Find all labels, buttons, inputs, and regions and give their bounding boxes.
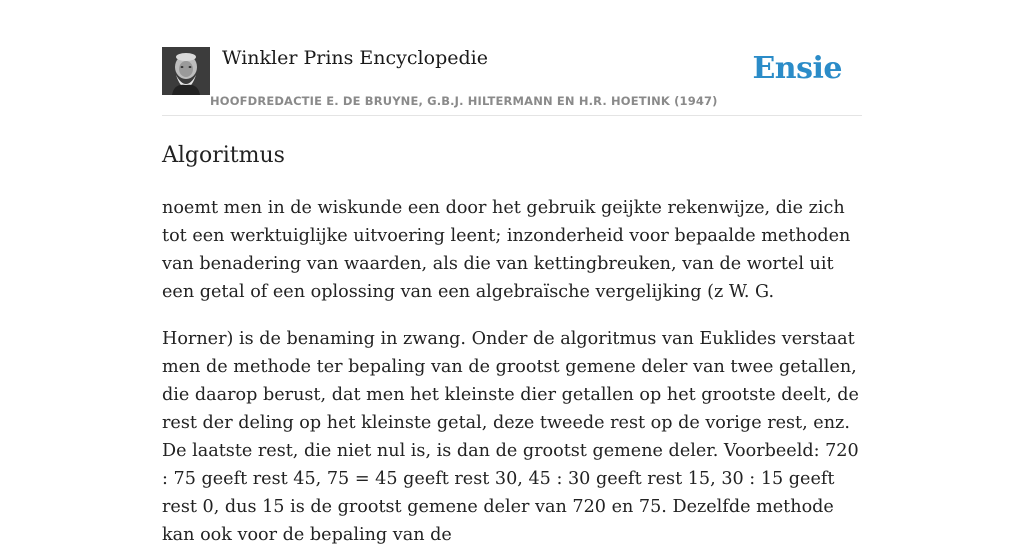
brand-logo[interactable]: Ensie xyxy=(752,51,842,86)
article-container xyxy=(162,0,862,549)
site-title[interactable]: Winkler Prins Encyclopedie xyxy=(222,47,488,69)
article-paragraph-1: noemt men in de wiskunde een door het gebruik geijkte rekenwijze, die zich tot een werktuiglijke uitvoering leent; inzonderheid voor bepaalde methoden van benadering van waarden, als die van kettingbreuken, van de wortel uit een getal of een oplossing van een algebraïsche vergelijking (z W. G. xyxy=(162,198,851,302)
header xyxy=(162,0,862,116)
editors-line: HOOFDREDACTIE E. DE BRUYNE, G.B.J. HILTERMANN EN H.R. HOETINK (1947) xyxy=(210,94,718,108)
entry-title: Algoritmus xyxy=(162,143,285,168)
article-paragraph-2: Horner) is de benaming in zwang. Onder de algoritmus van Euklides verstaat men de methode ter bepaling van de grootst gemene deler van twee getallen, die daarop berust, dat men het kleinste dier getallen op het grootste deelt, de rest der deling op het kleinste getal, deze tweede rest op de vorige rest, enz. De laatste rest, die niet nul is, is dan de grootst gemene deler. Voorbeeld: 720 : 75 geeft rest 45, 75 = 45 geeft rest 30, 45 : 30 geeft rest 15, 30 : 15 geeft rest 0, dus 15 is de grootst gemene deler van 720 en 75. Dezelfde methode kan ook voor de bepaling van de xyxy=(162,329,859,545)
portrait-photo-icon xyxy=(162,47,210,95)
